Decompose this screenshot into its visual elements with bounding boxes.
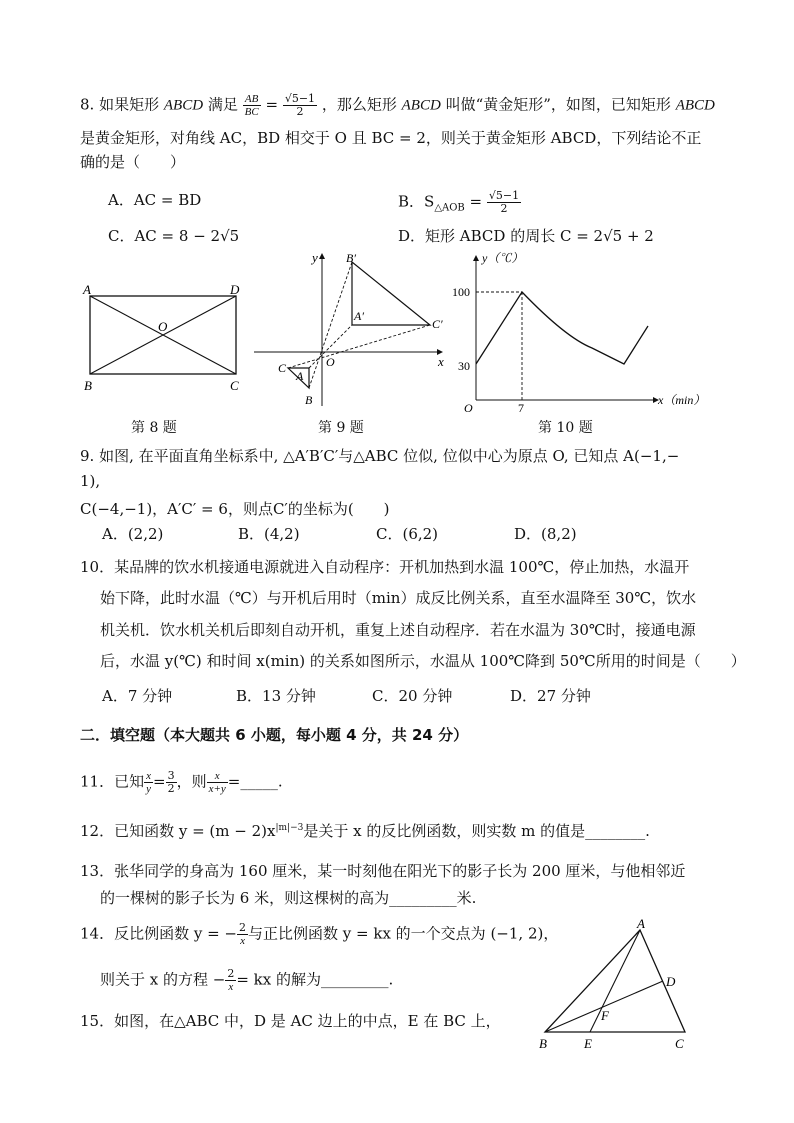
q8-eq: = xyxy=(265,95,279,114)
origin-label: O xyxy=(326,355,335,369)
q8-abcd-2: ABCD xyxy=(401,97,441,114)
q8-line1 xyxy=(80,93,715,118)
q10-line4: 后，水温 y(℃) 和时间 x(min) 的关系如图所示，水温从 100℃降到 50℃所用的时间是（ ） xyxy=(100,652,746,670)
caption-fig-10: 第 10 题 xyxy=(538,420,593,436)
q8-text-c: ，那么矩形 xyxy=(321,95,397,114)
label-c: C xyxy=(675,1036,684,1051)
q11-frac-32: $\frac{3}{2}$ xyxy=(167,769,175,795)
y-axis-label: y（℃） xyxy=(482,251,524,265)
q11-frac-xy: $\frac{x}{y}$ xyxy=(146,770,151,795)
q8-option-d[interactable]: D．矩形 ABCD 的周长 C = 2√5 + 2 xyxy=(398,227,654,245)
q8-line2: 是黄金矩形，对角线 AC，BD 相交于 O 且 BC = 2，则关于黄金矩形 ABCD，下列结论不正 xyxy=(80,129,702,147)
x-axis-label: x（min） xyxy=(658,393,706,407)
figure-15-triangle xyxy=(535,916,710,1056)
segment-ae xyxy=(590,930,640,1032)
q8-abcd-3: ABCD xyxy=(675,97,715,114)
q8-option-b[interactable]: B．$S_{\triangle AOB}$ = $\frac{√5-1}{2}$ xyxy=(398,189,520,215)
axis-y-label: y xyxy=(312,250,318,265)
label-e: E xyxy=(584,1036,592,1051)
label-a: A xyxy=(296,369,304,383)
tick-30: 30 xyxy=(458,359,470,373)
q9-line1: 9. 如图, 在平面直角坐标系中, △A′B′C′与△ABC 位似, 位似中心为原点 O, 已知点 A(−1,− xyxy=(80,447,680,465)
section-2-title: 二．填空题（本大题共 6 小题，每小题 4 分，共 24 分） xyxy=(80,726,469,744)
q15-line1: 15．如图，在△ABC 中，D 是 AC 边上的中点，E 在 BC 上， xyxy=(80,1012,501,1030)
ray-c-c-prime xyxy=(288,325,430,368)
q13-line2[interactable]: 的一棵树的影子长为 6 米，则这棵树的高为_________米. xyxy=(100,889,477,907)
axis-x-label: x xyxy=(438,354,444,369)
q11-line: 11．已知 $\frac{x}{y}$ = $\frac{3}{2}$ ，则 $\frac{x}{x+y}$ =_____. xyxy=(80,769,283,795)
label-a: A xyxy=(83,282,91,297)
label-b: B xyxy=(84,378,92,393)
label-c: C xyxy=(230,378,239,393)
tick-100: 100 xyxy=(452,285,470,299)
label-a: A xyxy=(637,916,645,931)
ray-b-b-prime xyxy=(309,262,352,388)
figure-9-similar-triangles xyxy=(250,248,450,410)
q10-line1: 10．某品牌的饮水机接通电源就进入自动程序：开机加热到水温 100℃，停止加热，水温开 xyxy=(80,558,690,576)
temperature-curve xyxy=(476,292,648,364)
q8-line3: 确的是（ ） xyxy=(80,153,186,171)
q14-answer-blank[interactable]: = kx 的解为_________. xyxy=(236,970,394,989)
q13-line1: 13．张华同学的身高为 160 厘米，某一时刻他在阳光下的影子长为 200 厘米，与他相邻近 xyxy=(80,862,686,880)
q11-frac-target: $\frac{x}{x+y}$ xyxy=(208,770,226,795)
q9-line2: 1), xyxy=(80,472,101,490)
q9-option-a[interactable]: A．(2,2) xyxy=(102,525,164,543)
q8-text-a: 8. 如果矩形 xyxy=(80,95,160,114)
label-b: B xyxy=(305,393,313,407)
q8-golden-frac: $\frac{√5-1}{2}$ xyxy=(284,92,316,118)
q8-ratio-frac: $\frac{AB}{BC}$ xyxy=(244,93,259,118)
q12-line: 12．已知函数 $y = (m - 2)x^{|m|-3}$是关于 x 的反比例函数，则实数 m 的值是________. xyxy=(80,822,650,840)
q14-line2: 则关于 x 的方程 − $\frac{2}{x}$ = kx 的解为_________. xyxy=(100,967,394,993)
q10-line3: 机关机．饮水机关机后即刻自动开机，重复上述自动程序．若在水温为 30℃时，接通电源 xyxy=(100,621,696,639)
q8-abcd-1: ABCD xyxy=(163,97,204,114)
label-f: F xyxy=(601,1008,609,1023)
q12-answer-blank[interactable]: 是关于 x 的反比例函数，则实数 m 的值是________. xyxy=(303,822,650,840)
q8-option-c[interactable]: C．AC = 8 − 2√5 xyxy=(108,227,240,245)
q9-option-b[interactable]: B．(4,2) xyxy=(238,525,300,543)
q8-text-b: 满足 xyxy=(207,95,238,114)
q10-option-b[interactable]: B．13 分钟 xyxy=(236,687,316,705)
figure-8-rectangle xyxy=(80,280,250,395)
q10-option-d[interactable]: D．27 分钟 xyxy=(510,687,591,705)
q8-option-a[interactable]: A．AC = BD xyxy=(108,191,202,209)
label-c-prime: C′ xyxy=(432,317,443,331)
q9-line3: C(−4,−1)，A′C′ = 6，则点C′的坐标为( ) xyxy=(80,500,390,518)
label-d: D xyxy=(666,974,676,989)
segment-bd xyxy=(545,981,663,1032)
label-o: O xyxy=(158,319,168,334)
figure-10-temperature-graph xyxy=(452,248,722,413)
label-b: B xyxy=(539,1036,547,1051)
caption-fig-8: 第 8 题 xyxy=(131,420,177,436)
q10-option-c[interactable]: C．20 分钟 xyxy=(372,687,453,705)
q9-option-d[interactable]: D．(8,2) xyxy=(514,525,577,543)
q10-option-a[interactable]: A．7 分钟 xyxy=(102,687,173,705)
label-c: C xyxy=(278,361,287,375)
label-b-prime: B′ xyxy=(346,251,356,265)
label-a-prime: A′ xyxy=(354,309,364,323)
q9-option-c[interactable]: C．(6,2) xyxy=(376,525,439,543)
q8-text-d: 叫做“黄金矩形”，如图，已知矩形 xyxy=(445,95,671,114)
tick-7: 7 xyxy=(518,401,524,415)
q11-answer-blank[interactable]: =_____. xyxy=(227,772,283,791)
origin-label: O xyxy=(464,401,473,415)
q14-line1: 14．反比例函数 y = − $\frac{2}{x}$ 与正比例函数 y = kx 的一个交点为 (−1, 2)， xyxy=(80,921,559,947)
caption-fig-9: 第 9 题 xyxy=(318,420,364,436)
q10-line2: 始下降，此时水温（℃）与开机后用时（min）成反比例关系，直至水温降至 30℃，饮水 xyxy=(100,589,697,607)
label-d: D xyxy=(230,282,240,297)
